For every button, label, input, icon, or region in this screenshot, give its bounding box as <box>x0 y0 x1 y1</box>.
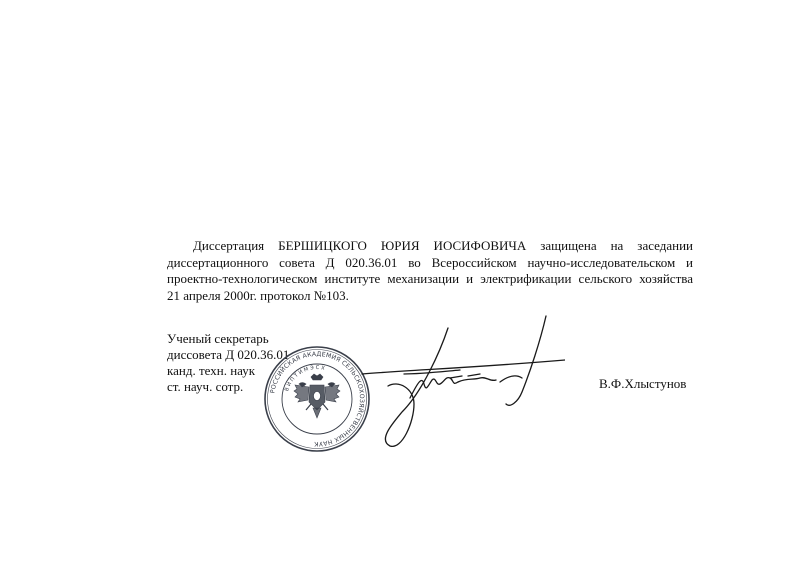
signatory-position: Ученый секретарь <box>167 331 269 346</box>
seal-inner-text: В И П Т И М Э С Х <box>284 364 326 393</box>
double-headed-eagle-icon <box>294 374 340 418</box>
paragraph-line-2: диссертационного совета Д 020.36.01 во Всероссийском научно-исследовательском и <box>167 254 693 270</box>
seal-ring-text: РОССИЙСКАЯ АКАДЕМИЯ СЕЛЬСКОХОЗЯЙСТВЕННЫХ НАУК <box>269 350 366 448</box>
signatory-degree: канд. техн. наук <box>167 363 256 378</box>
handwritten-signature <box>350 312 565 452</box>
defense-statement-paragraph <box>167 238 693 304</box>
paragraph-line-1: Диссертация БЕРШИЦКОГО ЮРИЯ ИОСИФОВИЧА защищена на заседании <box>193 238 693 253</box>
signatory-name: В.Ф.Хлыстунов <box>599 376 687 391</box>
paragraph-line-3: проектно-технологическом институте механизации и электрификации сельского хозяйства <box>167 271 693 286</box>
signatory-council: диссовета Д 020.36.01 <box>167 347 290 362</box>
paragraph-line-4: 21 апреля 2000г. протокол №103. <box>167 287 349 303</box>
signatory-rank: ст. науч. сотр. <box>167 379 244 394</box>
